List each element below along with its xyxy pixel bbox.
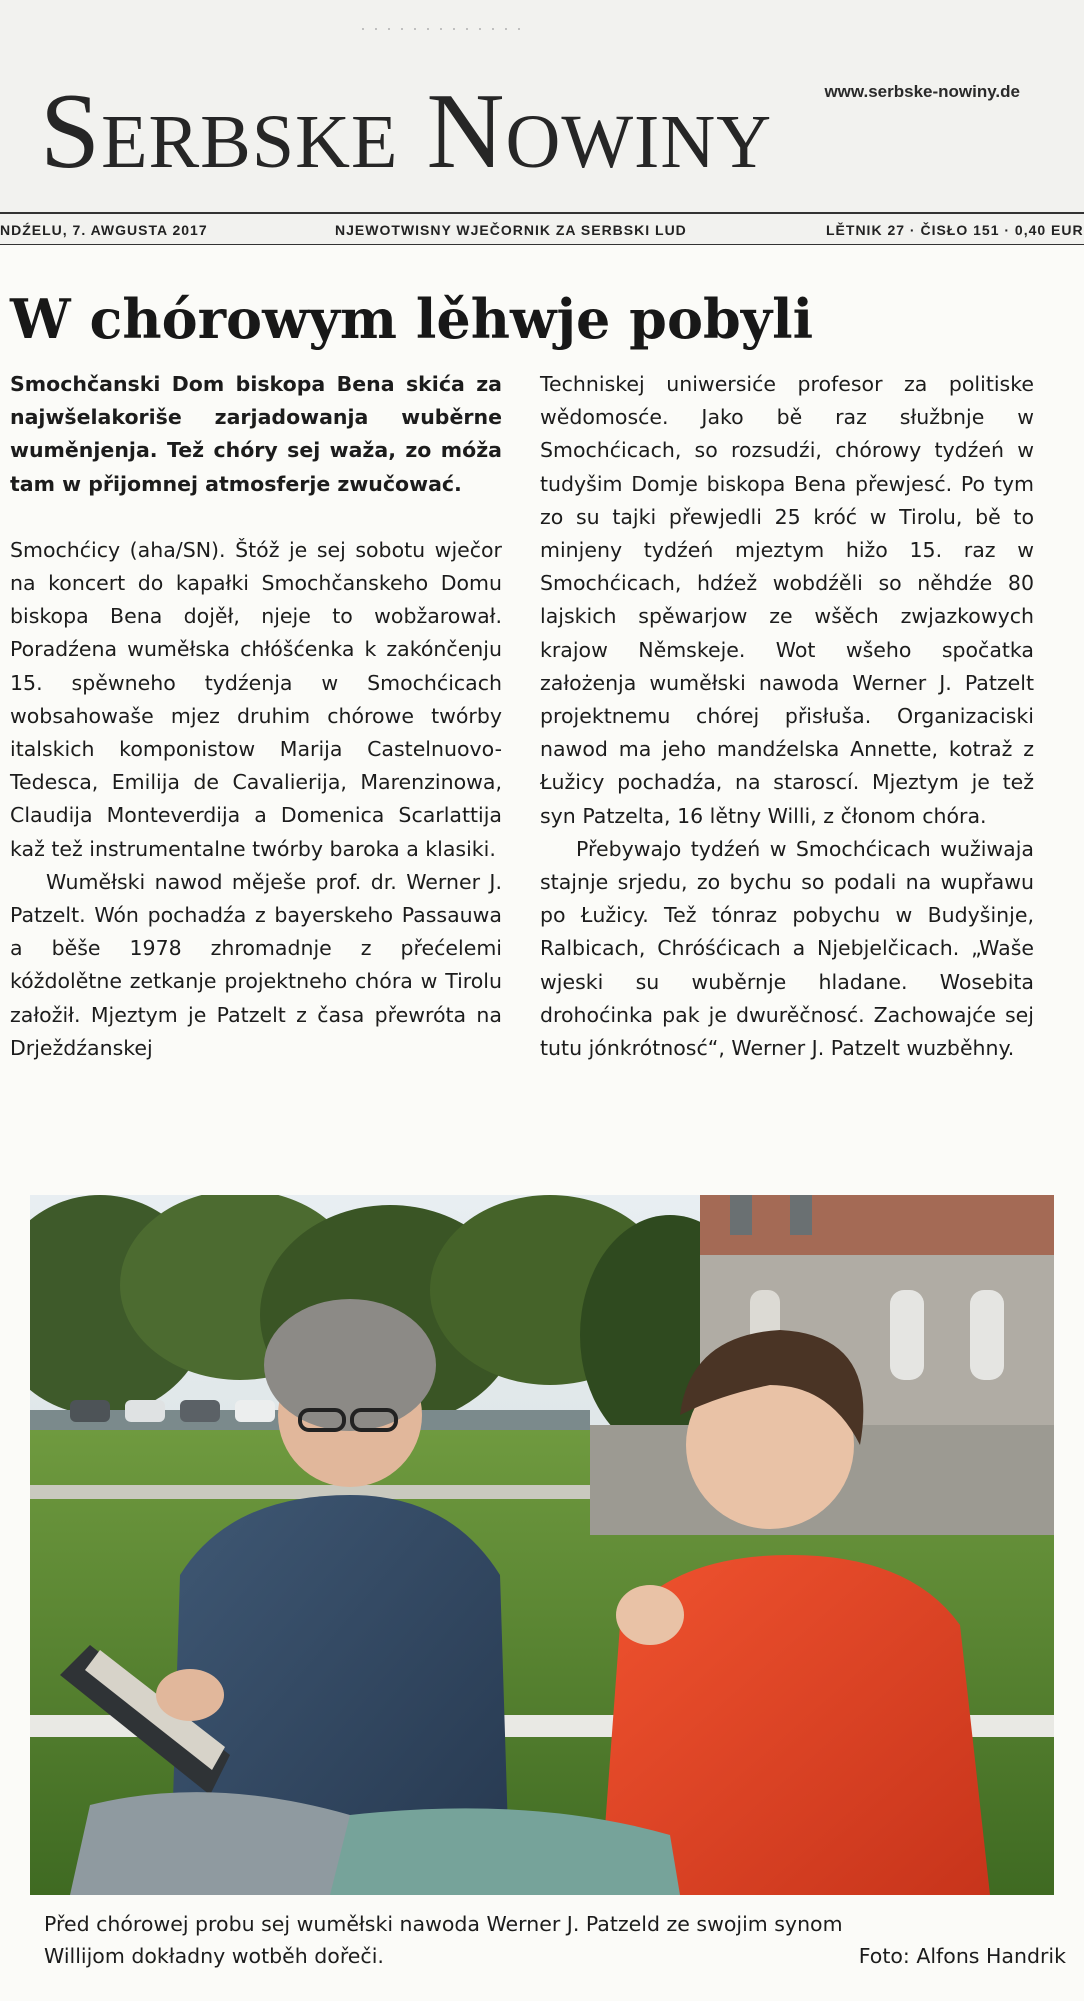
caption-line-2 [44,1940,1072,1972]
article-paragraph: Smochćicy (aha/SN). Štóž je sej sobotu wječor na koncert do kapałki Smochčanskeho Domu biskopa Bena dojěł, njeje to wobžarował. Poradźena wuměłska chłóšćenka k zakónčenju 15. spěwneho tydźenja w Smochćicach wobsahowaše mjez druhim chórowe twórby italskich komponistow Marija Castelnuovo-Tedesca, Emilija de Cavalierija, Marenzinowa, Claudija Monteverdija a Domenica Scarlattija kaž tež instrumentalne twórby baroka a klasiki. [10,537,502,861]
article-paragraph: Wuměłski nawod měješe prof. dr. Werner J. Patzelt. Wón pochadźa z bayerskeho Passauwa a běše 1978 zhromadnje z přećelemi kóždolětne zetkanje projektneho chóra w Tirolu załožił. Mjeztym je Patzelt z časa přewróta na Drježdźanskej [10,869,502,1060]
article-headline: W chórowym lěhwje pobyli [10,287,814,351]
photo-caption [44,1908,1074,1972]
newspaper-title: Serbske Nowiny [40,72,773,191]
article-column-right [540,368,1034,1065]
masthead [0,0,1084,245]
article-photo [30,1195,1054,1895]
photo-credit: Foto: Alfons Handrik [858,1944,1066,1968]
article-paragraph: Přebywajo tydźeń w Smochćicach wužiwaja stajnje srjedu, zo bychu so podali na wupřawu po Łužicy. Tež tónraz pobychu w Budyšinje, Ralbicach, Chróśćicach a Njebjelčicach. „Waše wjeski su wuběrnje hladane. Wosebita drohoćinka pak je dwurěčnosć. Zachowajće sej tutu jónkrótnosć“, Werner J. Patzelt wuzběhny. [540,836,1034,1061]
article-column-left [10,368,502,1065]
masthead-rule-top [0,212,1084,214]
article-lead: Smochčanski Dom biskopa Bena skića za najwšelakoriše zarjadowanja wuběrne wuměnjenja. Tež chóry sej waža, zo móža tam w přijomnej atmosferje zwučować. [10,372,502,496]
caption-line-1: Před chórowej probu sej wuměłski nawoda Werner J. Patzeld ze swojim synom [44,1912,843,1936]
masthead-rule-bottom [0,244,1084,245]
photo-illustration [30,1195,1054,1895]
newspaper-tagline: NJEWOTWISNY WJEČORNIK ZA SERBSKI LUD [335,222,687,238]
issue-date: NDŹELU, 7. AWGUSTA 2017 [0,222,208,238]
bleed-through-text: · · · · · · · · · · · · · [360,18,523,38]
caption-text: Willijom dokładny wotběh dořeči. [44,1944,384,1968]
issue-number: LĚTNIK 27 · ČISŁO 151 · 0,40 EUR [826,222,1084,238]
masthead-url: www.serbske-nowiny.de [824,82,1020,101]
article-paragraph: Techniskej uniwersiće profesor za politiske wědomosće. Jako bě raz słužbnje w Smochćicach, so rozsudźi, chórowy tydźeń w tudyšim Domje biskopa Bena přewjesć. Po tym zo su tajki přewjedli 25 króć w Tirolu, bě to minjeny tydźeń mjeztym hižo 15. raz w Smochćicach, hdźež wobdźěli so něhdźe 80 lajskich spěwarjow ze wšěch zwjazkowych krajow Němskeje. Wot wšeho spočatka założenja wuměłski nawoda Werner J. Patzelt projektnemu chórej přisłuša. Organizaciski nawod ma jeho mandźelska Annette, kotraž z Łužicy pochadźa, na staroscí. Mjeztym je tež syn Patzelta, 16 lětny Willi, z čłonom chóra. [540,372,1034,828]
